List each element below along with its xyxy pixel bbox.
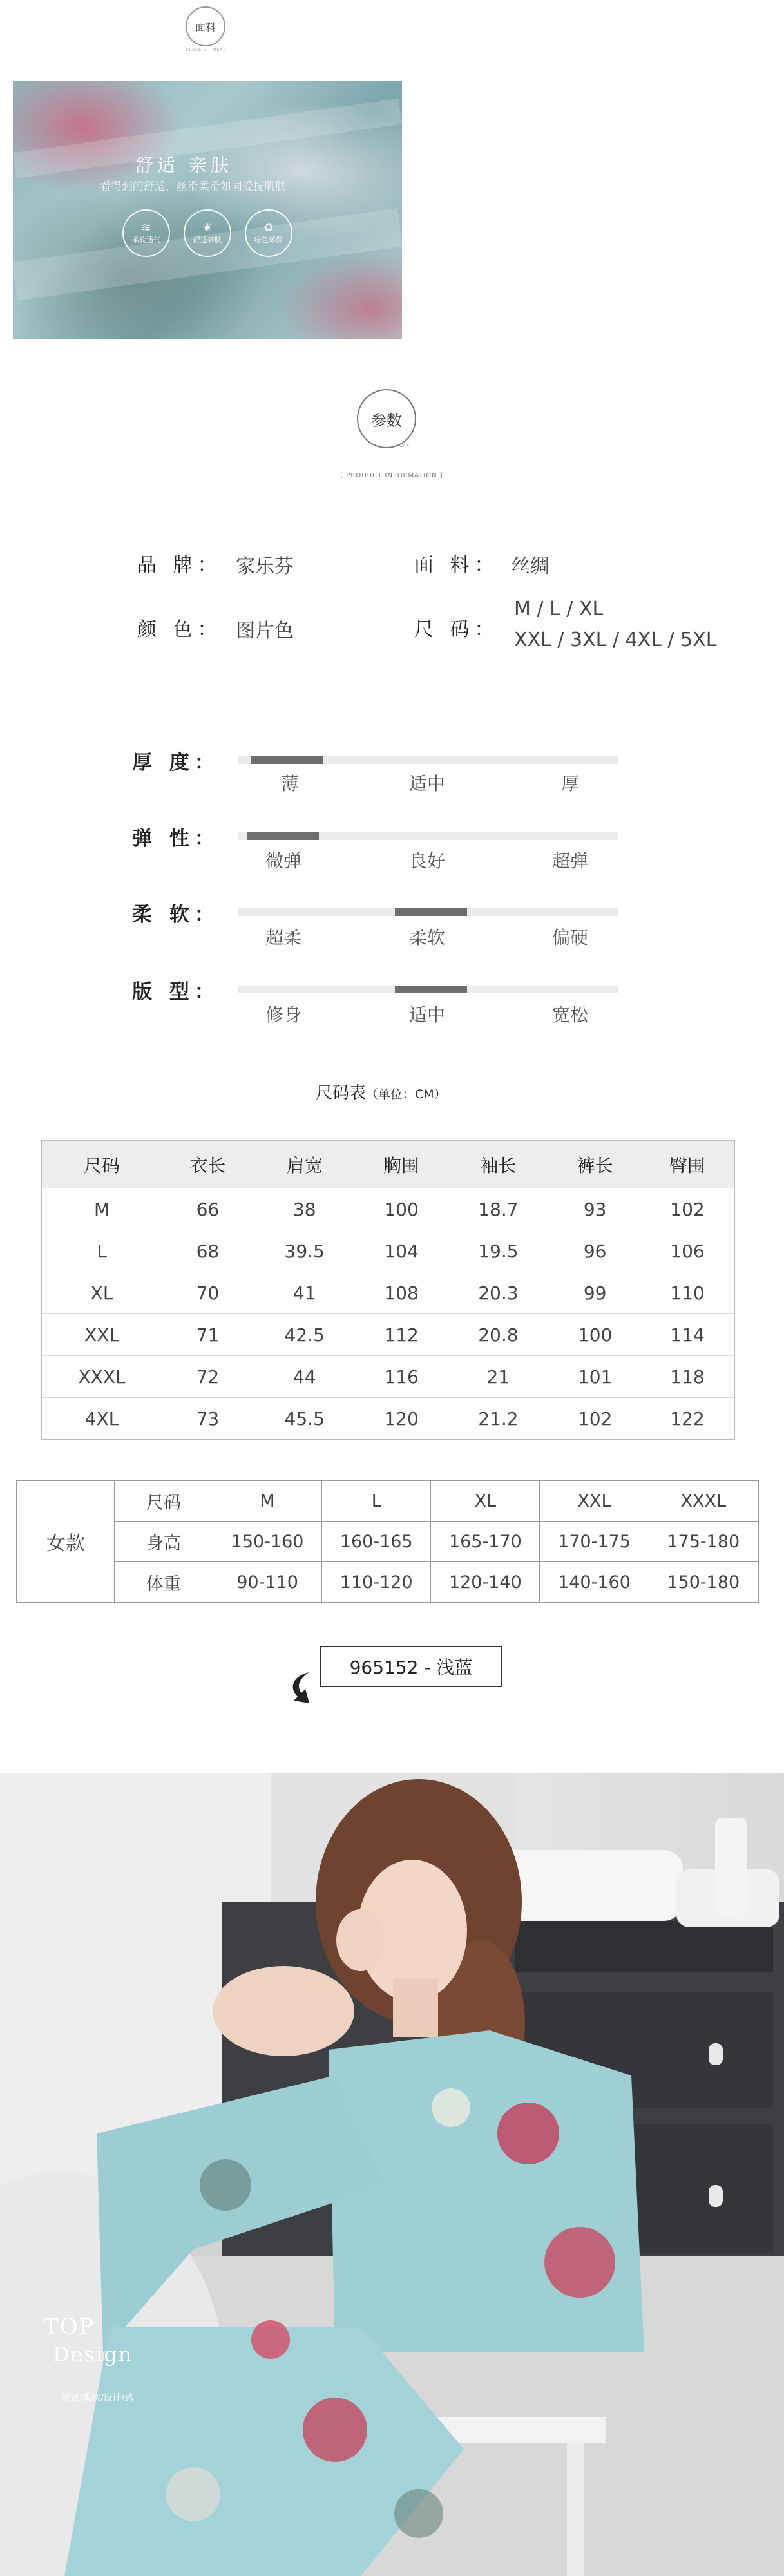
table-cell: 70 xyxy=(162,1272,254,1314)
table-cell: 104 xyxy=(356,1230,448,1272)
table-cell: 18.7 xyxy=(447,1188,549,1230)
table-cell: 20.3 xyxy=(447,1272,549,1314)
table-cell: 170-175 xyxy=(540,1522,649,1562)
table-cell: XXL xyxy=(41,1314,162,1356)
fabric-badge: 面料 xyxy=(186,6,225,46)
feature-label: 柔软透气 xyxy=(132,236,160,244)
table-row xyxy=(17,1522,758,1562)
feather-icon: ❦ xyxy=(202,221,213,234)
table-cell: 100 xyxy=(356,1188,448,1230)
table-cell: 110 xyxy=(641,1272,734,1314)
scale-indicator xyxy=(251,756,323,764)
table-row xyxy=(41,1356,734,1398)
product-code-label: 965152 - 浅蓝 xyxy=(320,1646,502,1687)
table-cell: 20.8 xyxy=(447,1314,549,1356)
table-cell: 175-180 xyxy=(649,1522,758,1562)
scale-track-softness xyxy=(238,908,618,916)
table-cell: 38 xyxy=(254,1188,356,1230)
table-header-row xyxy=(41,1141,734,1188)
feature-skin-friendly xyxy=(184,209,231,257)
table-cell: XXXL xyxy=(649,1480,758,1522)
table-row xyxy=(41,1272,734,1314)
table-row xyxy=(41,1314,734,1356)
table-cell: 106 xyxy=(641,1230,734,1272)
spec-value-fabric: 丝绸 xyxy=(511,555,550,578)
table-cell: 118 xyxy=(641,1356,734,1398)
fabric-closeup-image xyxy=(13,81,402,339)
fabric-image-title: 舒适 亲肤 xyxy=(135,155,233,176)
table-cell: L xyxy=(41,1230,162,1272)
table-cell: M xyxy=(213,1480,322,1522)
spec-label-size: 尺 码： xyxy=(414,618,499,641)
table-header-cell: 臀围 xyxy=(641,1141,734,1188)
scale-option: 超弹 xyxy=(551,850,588,872)
table-cell: XXXL xyxy=(41,1356,162,1398)
table-cell: 19.5 xyxy=(447,1230,549,1272)
scale-option: 厚 xyxy=(560,773,579,794)
table-cell: 110-120 xyxy=(322,1562,431,1603)
feature-eco xyxy=(245,209,292,257)
fabric-image-description: 看得到的舒适，丝滑柔滑如同爱抚肌肤 xyxy=(100,180,286,193)
table-cell: 44 xyxy=(254,1356,356,1398)
table-cell: 160-165 xyxy=(322,1522,431,1562)
table-cell: 39.5 xyxy=(254,1230,356,1272)
spec-value-size-line2: XXL / 3XL / 4XL / 5XL xyxy=(514,629,717,651)
table-header-cell: 肩宽 xyxy=(254,1141,356,1188)
scale-option: 微弹 xyxy=(265,850,301,872)
feature-label: 绿色环保 xyxy=(254,236,283,244)
scale-option: 薄 xyxy=(280,773,299,794)
scale-option: 超柔 xyxy=(265,927,301,948)
table-cell: 116 xyxy=(356,1356,448,1398)
scale-track-elasticity xyxy=(238,832,618,840)
size-chart-title xyxy=(316,1080,446,1103)
feature-label: 舒适亲肤 xyxy=(193,236,222,244)
table-cell: 73 xyxy=(196,1407,220,1429)
table-cell: XL xyxy=(41,1272,162,1314)
photo-overlay-subtitle: 舒适/柔软/设计/感 xyxy=(61,2393,134,2403)
table-cell: 150-180 xyxy=(649,1562,758,1603)
table-cell: 165-170 xyxy=(431,1522,540,1562)
params-badge: 参数 xyxy=(357,389,416,448)
scale-option: 良好 xyxy=(408,850,445,872)
size-chart-unit: （单位：CM） xyxy=(366,1087,446,1102)
table-cell: 45.5 xyxy=(284,1407,325,1429)
table-cell: L xyxy=(322,1480,431,1522)
curved-arrow-icon xyxy=(283,1668,322,1707)
table-cell: 96 xyxy=(549,1230,641,1272)
table-cell: 42.5 xyxy=(254,1314,356,1356)
table-header-cell: 衣长 xyxy=(162,1141,254,1188)
table-cell: 72 xyxy=(162,1356,254,1398)
model-photo xyxy=(0,1773,784,2576)
scale-label-elasticity: 弹 性： xyxy=(132,827,220,850)
scale-indicator xyxy=(247,832,319,840)
spec-value-size-line1: M / L / XL xyxy=(514,598,604,620)
fabric-badge-subtitle: CLASSIC · WEAR xyxy=(186,48,227,52)
table-header-cell: 袖长 xyxy=(447,1141,549,1188)
table-cell: 120-140 xyxy=(431,1562,540,1603)
spec-value-brand: 家乐芬 xyxy=(236,555,294,578)
table-cell: XXL xyxy=(540,1480,649,1522)
table-row xyxy=(17,1480,758,1522)
scale-option: 适中 xyxy=(408,773,445,794)
table-cell: 99 xyxy=(549,1272,641,1314)
scale-indicator xyxy=(395,908,467,916)
scale-label-thickness: 厚 度： xyxy=(132,751,220,774)
table-cell: 4XL xyxy=(84,1407,119,1429)
table-header-cell: 裤长 xyxy=(549,1141,641,1188)
table-cell: 112 xyxy=(356,1314,448,1356)
table-cell: 41 xyxy=(254,1272,356,1314)
params-subtitle: [ PRODUCT INFORMATION ] xyxy=(340,472,443,479)
table-row xyxy=(41,1230,734,1272)
feature-breathable xyxy=(122,209,170,257)
spec-label-brand: 品 牌： xyxy=(137,554,222,577)
table-cell: M xyxy=(41,1188,162,1230)
table-cell: 71 xyxy=(162,1314,254,1356)
table-cell: 102 xyxy=(641,1188,734,1230)
table-cell: 21.2 xyxy=(478,1407,519,1429)
table-cell: 93 xyxy=(549,1188,641,1230)
table-header-cell: 胸围 xyxy=(356,1141,448,1188)
scale-indicator xyxy=(395,986,467,993)
scale-option: 宽松 xyxy=(551,1004,588,1026)
table-cell: 68 xyxy=(162,1230,254,1272)
spec-label-fabric: 面 料： xyxy=(414,554,499,577)
params-badge-en: CAN xyxy=(399,443,409,448)
spec-value-color: 图片色 xyxy=(236,620,294,642)
scale-option: 偏硬 xyxy=(551,927,588,948)
table-cell: 108 xyxy=(356,1272,448,1314)
table-cell: 尺码 xyxy=(115,1480,213,1522)
table-cell: 100 xyxy=(549,1314,641,1356)
table-row xyxy=(41,1188,734,1230)
scale-track-fit xyxy=(238,986,618,993)
table-cell: 102 xyxy=(577,1407,613,1429)
table-group-label: 女款 xyxy=(17,1480,115,1603)
table-cell: 21 xyxy=(447,1356,549,1398)
table-cell: 150-160 xyxy=(213,1522,322,1562)
recycle-icon: ♻ xyxy=(263,221,274,234)
photo-overlay-title: TOP xyxy=(44,2314,95,2340)
scale-label-softness: 柔 软： xyxy=(132,903,220,926)
scale-label-fit: 版 型： xyxy=(132,980,220,1004)
table-cell: 122 xyxy=(670,1407,705,1429)
spec-label-color: 颜 色： xyxy=(137,618,222,641)
scale-option: 修身 xyxy=(265,1004,301,1026)
table-cell: 身高 xyxy=(115,1522,213,1562)
table-cell: 140-160 xyxy=(540,1562,649,1603)
scale-track-thickness xyxy=(238,756,618,764)
table-cell: 114 xyxy=(641,1314,734,1356)
table-cell: XL xyxy=(431,1480,540,1522)
wind-icon: ≋ xyxy=(141,221,151,234)
size-chart-title-text: 尺码表 xyxy=(316,1083,367,1103)
scale-option: 柔软 xyxy=(408,927,445,948)
table-cell: 体重 xyxy=(115,1562,213,1603)
table-cell: 120 xyxy=(384,1407,419,1429)
table-header-cell: 尺码 xyxy=(41,1141,162,1188)
table-cell: 66 xyxy=(162,1188,254,1230)
table-row xyxy=(41,1398,734,1440)
table-cell: 101 xyxy=(549,1356,641,1398)
scale-option: 适中 xyxy=(408,1004,445,1026)
table-cell: 90-110 xyxy=(213,1562,322,1603)
body-size-table xyxy=(16,1480,759,1603)
table-row xyxy=(17,1562,758,1603)
photo-overlay-title2: Design xyxy=(53,2342,133,2367)
size-chart-table xyxy=(41,1140,735,1440)
